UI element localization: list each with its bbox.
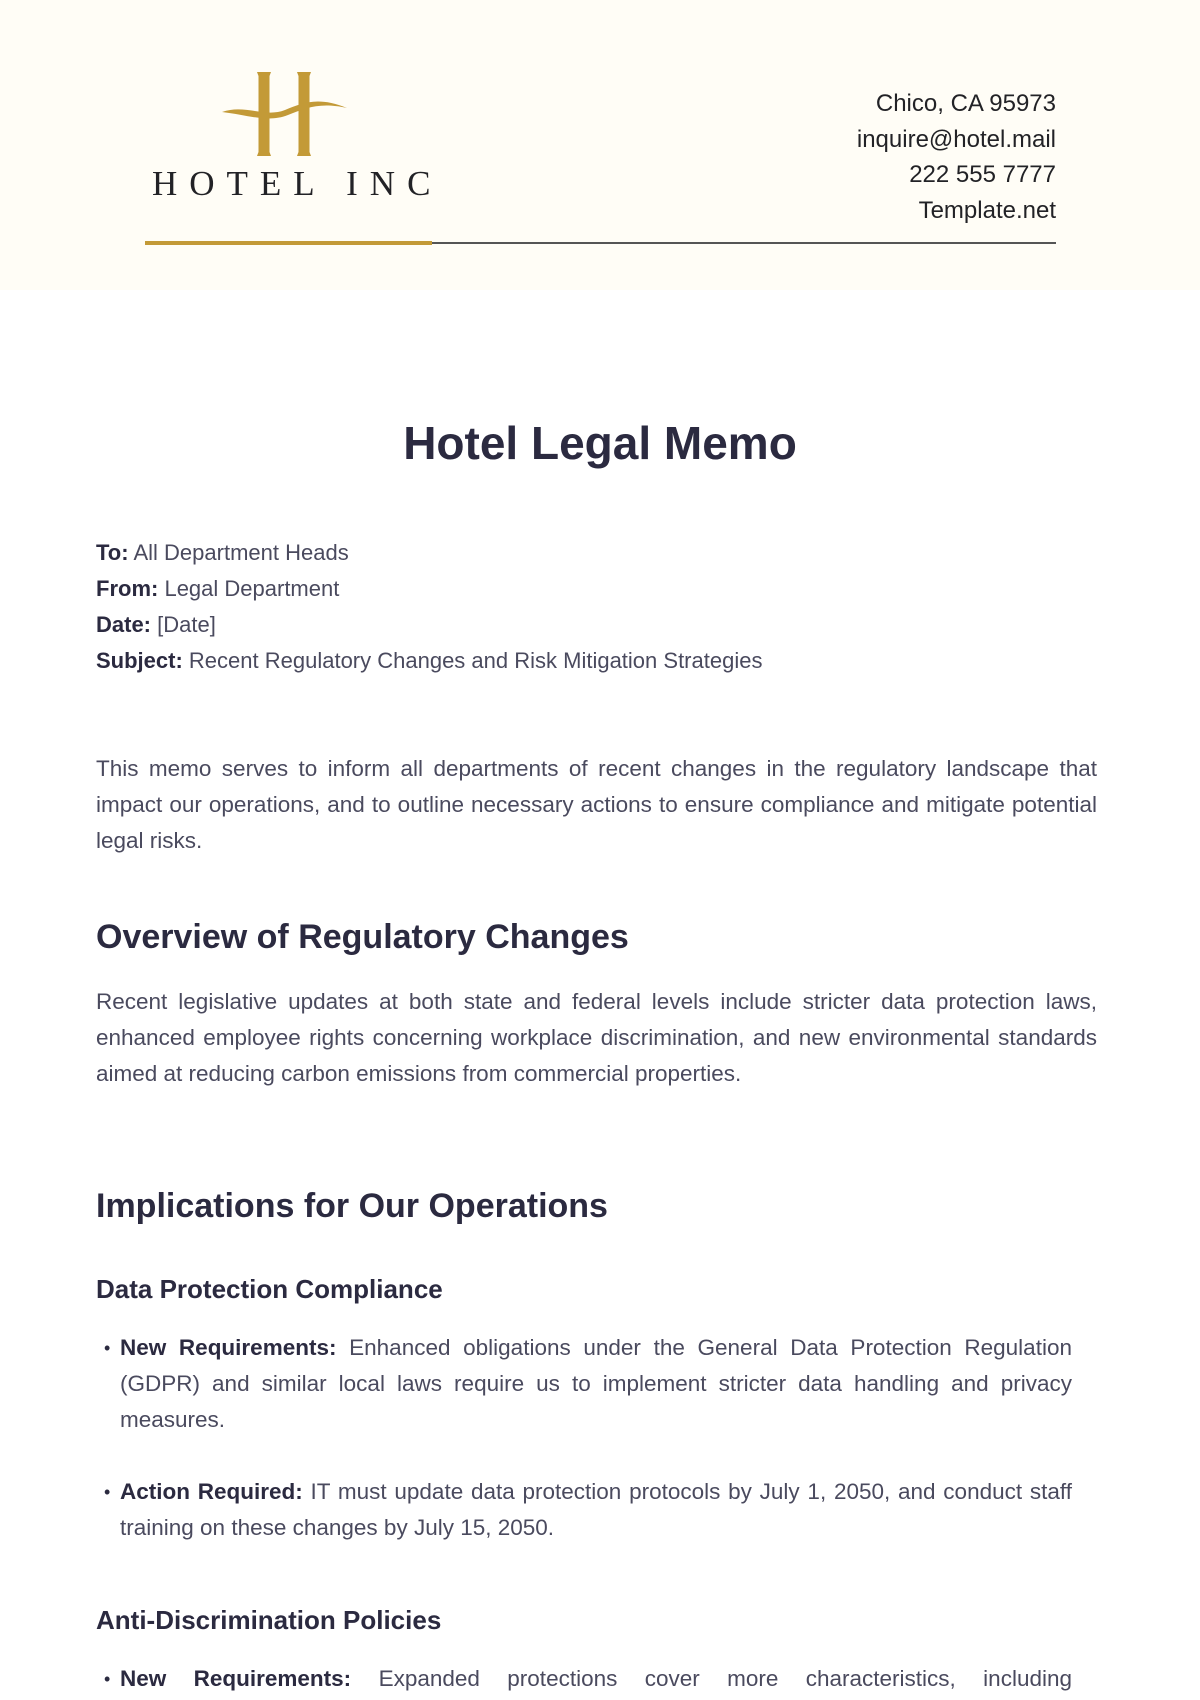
intro-paragraph: This memo serves to inform all departments of recent changes in the regulatory landscape that impact our operations, and to outline necessary actions to ensure compliance and mitigate potential legal risks. bbox=[96, 756, 1097, 853]
section-heading-implications: Implications for Our Operations bbox=[96, 1187, 608, 1225]
bullet-text: IT must update data protection protocols by July 1, 2050, and conduct staff training on these changes by July 15, 2050. bbox=[120, 1479, 1072, 1540]
meta-label: Date: bbox=[96, 612, 152, 637]
meta-label: To: bbox=[96, 540, 129, 565]
meta-to bbox=[96, 535, 762, 571]
subsection-heading-data-protection: Data Protection Compliance bbox=[96, 1274, 443, 1304]
hotel-h-monogram-icon bbox=[220, 70, 350, 160]
header-rule-accent bbox=[145, 241, 432, 245]
bullet-dot-icon: • bbox=[104, 1482, 111, 1502]
contact-email[interactable]: inquire@hotel.mail bbox=[856, 125, 1056, 153]
bullet-label: New Requirements: bbox=[120, 1666, 352, 1691]
meta-value: Recent Regulatory Changes and Risk Mitigation Strategies bbox=[188, 648, 763, 673]
meta-subject bbox=[96, 643, 762, 679]
bullet-text: Expanded protections cover more characteristics, including bbox=[378, 1666, 1072, 1691]
meta-value: [Date] bbox=[157, 612, 216, 637]
memo-meta bbox=[96, 535, 762, 679]
bullet-dot-icon: • bbox=[104, 1338, 111, 1358]
company-name: HOTEL INC bbox=[152, 164, 443, 203]
company-logo bbox=[140, 70, 443, 204]
contact-address: Chico, CA 95973 bbox=[875, 90, 1056, 117]
overview-paragraph: Recent legislative updates at both state and federal levels include stricter data protection laws, enhanced employee rights concerning workplace discrimination, and new environmental standards aimed at reducing carbon emissions from commercial properties. bbox=[96, 989, 1097, 1086]
meta-label: From: bbox=[96, 576, 159, 601]
contact-block bbox=[857, 86, 1056, 228]
contact-website[interactable]: Template.net bbox=[918, 196, 1056, 224]
document-title: Hotel Legal Memo bbox=[403, 417, 797, 469]
meta-from bbox=[96, 571, 762, 607]
meta-value: All Department Heads bbox=[133, 540, 349, 565]
bullet-item bbox=[104, 1474, 1072, 1546]
bullet-label: Action Required: bbox=[120, 1479, 303, 1504]
meta-label: Subject: bbox=[96, 648, 183, 673]
subsection-heading-anti-discrimination: Anti-Discrimination Policies bbox=[96, 1605, 442, 1635]
contact-phone: 222 555 7777 bbox=[909, 161, 1056, 188]
meta-value: Legal Department bbox=[164, 576, 340, 601]
bullet-item bbox=[104, 1661, 1072, 1697]
bullet-text: Enhanced obligations under the General Data Protection Regulation (GDPR) and similar local laws require us to implement stricter data handling and privacy measures. bbox=[120, 1335, 1072, 1432]
bullet-dot-icon: • bbox=[104, 1669, 111, 1689]
section-heading-overview: Overview of Regulatory Changes bbox=[96, 918, 629, 956]
meta-date bbox=[96, 607, 762, 643]
bullet-label: New Requirements: bbox=[120, 1335, 337, 1360]
bullet-item bbox=[104, 1330, 1072, 1438]
header-rule bbox=[432, 242, 1056, 244]
